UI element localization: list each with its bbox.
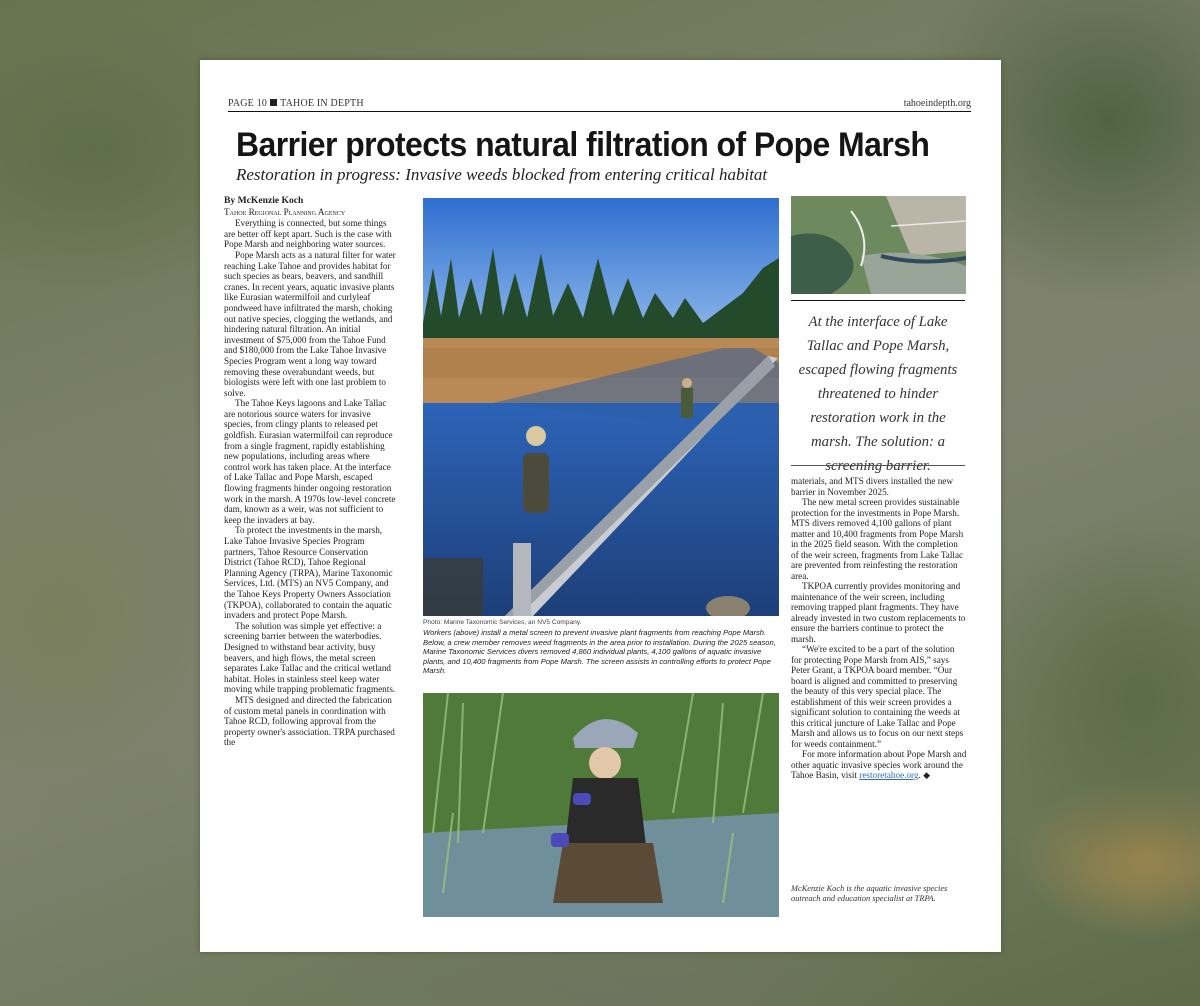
paragraph: The Tahoe Keys lagoons and Lake Tallac are notorious source waters for invasive species, from clingy plants to released pet goldfish. Eurasian watermilfoil can reproduce from a single fragment, rapidly establishing new populations, including areas where control work has taken place. At the interface of Lake Tallac and Pope Marsh, escaped flowing fragments hinder ongoing restoration work in the marsh. A 1970s low-level concrete dam, known as a weir, was not sufficient to keep the invaders at bay.: [224, 398, 396, 525]
paragraph-closing: [791, 749, 967, 781]
author-bio: McKenzie Koch is the aquatic invasive species outreach and education specialist at TRPA.: [791, 884, 948, 903]
author-affiliation: Tahoe Regional Planning Agency: [224, 206, 346, 217]
pull-quote-rule-bottom: [791, 465, 965, 466]
photo-weed-removal: [423, 693, 779, 917]
square-bullet-icon: [270, 99, 277, 106]
photo-screen-installation: [423, 198, 779, 616]
restoretahoe-link[interactable]: restoretahoe.org: [859, 770, 919, 780]
article-subtitle: Restoration in progress: Invasive weeds blocked from entering critical habitat: [236, 165, 768, 184]
section-name: TAHOE IN DEPTH: [280, 98, 364, 109]
paragraph: Pope Marsh acts as a natural filter for water reaching Lake Tahoe and provides habitat for such species as bears, beavers, and sandhill cranes. In recent years, aquatic invasive plants like Eurasian watermilfoil and curlyleaf pondweed have infiltrated the marsh, choking out native species, clogging the wetlands, and hindering natural filtration. An initial investment of $75,000 from the Tahoe Fund and $180,000 from the Lake Tahoe Invasive Species Program went a long way toward removing these overabundant weeds, but biologists were left with one last problem to solve.: [224, 249, 396, 398]
photo-caption: Workers (above) install a metal screen to prevent invasive plant fragments from reaching Pope Marsh. Below, a crew member removes weed fragments in the area prior to installation. During the 2025 season, Marine Taxonomic Services divers removed 4,860 individual plants, 4,100 gallons of aquatic invasive plants, and 10,400 fragments from Pope Marsh. The screen assists in controlling efforts to protect Pope Marsh.: [423, 628, 776, 676]
photo-credit: Photo: Marine Taxonomic Services, an NV5 Company.: [423, 619, 582, 626]
aerial-map-photo: [791, 196, 966, 294]
article-column-1: [224, 196, 396, 748]
article-title: Barrier protects natural filtration of Pope Marsh: [236, 126, 930, 164]
paragraph: TKPOA currently provides monitoring and maintenance of the weir screen, including removing trapped plant fragments. They have already invested in two custom replacements to ensure the barriers continue to protect the marsh.: [791, 581, 966, 644]
pull-quote-rule-top: [791, 300, 965, 301]
paragraph: MTS designed and directed the fabrication of custom metal panels in coordination with Tahoe RCD, following approval from the property owner's association. TRPA purchased the: [224, 694, 395, 748]
paragraph: The new metal screen provides sustainable protection for the investments in Pope Marsh. MTS divers removed 4,100 gallons of plant matter and 10,400 fragments from Pope Marsh in the 2025 field season. With the completion of the weir screen, fragments from Lake Tallac are prevented from reinfesting the restoration area.: [791, 497, 964, 581]
paragraph: The solution was simple yet effective: a screening barrier between the waterbodies. Designed to withstand bear activity, busy beavers, and high flows, the metal screen separates Lake Tallac and the critical wetland habitat. Holes in stainless steel keep water moving while trapping problematic fragments.: [224, 620, 396, 695]
paragraph-continued: materials, and MTS divers installed the new barrier in November 2025.: [791, 476, 954, 497]
article-column-3: [791, 476, 967, 781]
byline: By McKenzie Koch: [224, 195, 304, 206]
closing-text: For more information about Pope Marsh and other aquatic invasive species work around the Tahoe Basin, visit: [791, 749, 967, 780]
header-divider: [228, 111, 971, 112]
pull-quote: At the interface of Lake Tallac and Pope Marsh, escaped flowing fragments threatened to hinder restoration work in the marsh. The solution: a screening barrier.: [798, 314, 958, 474]
page-number: PAGE 10: [228, 98, 268, 109]
paragraph: To protect the investments in the marsh, Lake Tahoe Invasive Species Program partners, Tahoe Resource Conservation District (Tahoe RCD), Tahoe Regional Planning Agency (TRPA), Marine Taxonomic Services, Ltd. (MTS) an NV5 Company, and the Tahoe Keys Property Owners Association (TKPOA), collaborated to contain the aquatic invaders and protect Pope Marsh.: [224, 525, 393, 621]
end-mark: . ◆: [918, 770, 931, 780]
site-url[interactable]: tahoeindepth.org: [903, 98, 971, 109]
page-header-left: [228, 98, 364, 109]
paragraph: Everything is connected, but some things are better off kept apart. Such is the case with Pope Marsh and neighboring water sources.: [224, 218, 392, 250]
paragraph: “We're excited to be a part of the solution for protecting Pope Marsh from AIS,” says Peter Grant, a TKPOA board member. “Our board is aligned and committed to preserving the beauty of this very special place. The establishment of this weir screen provides a significant solution to containing the weeds at this critical juncture of Lake Tallac and Pope Marsh and allows us to focus on our next steps for weeds containment.”: [791, 644, 964, 749]
newsletter-page: [200, 60, 1001, 952]
